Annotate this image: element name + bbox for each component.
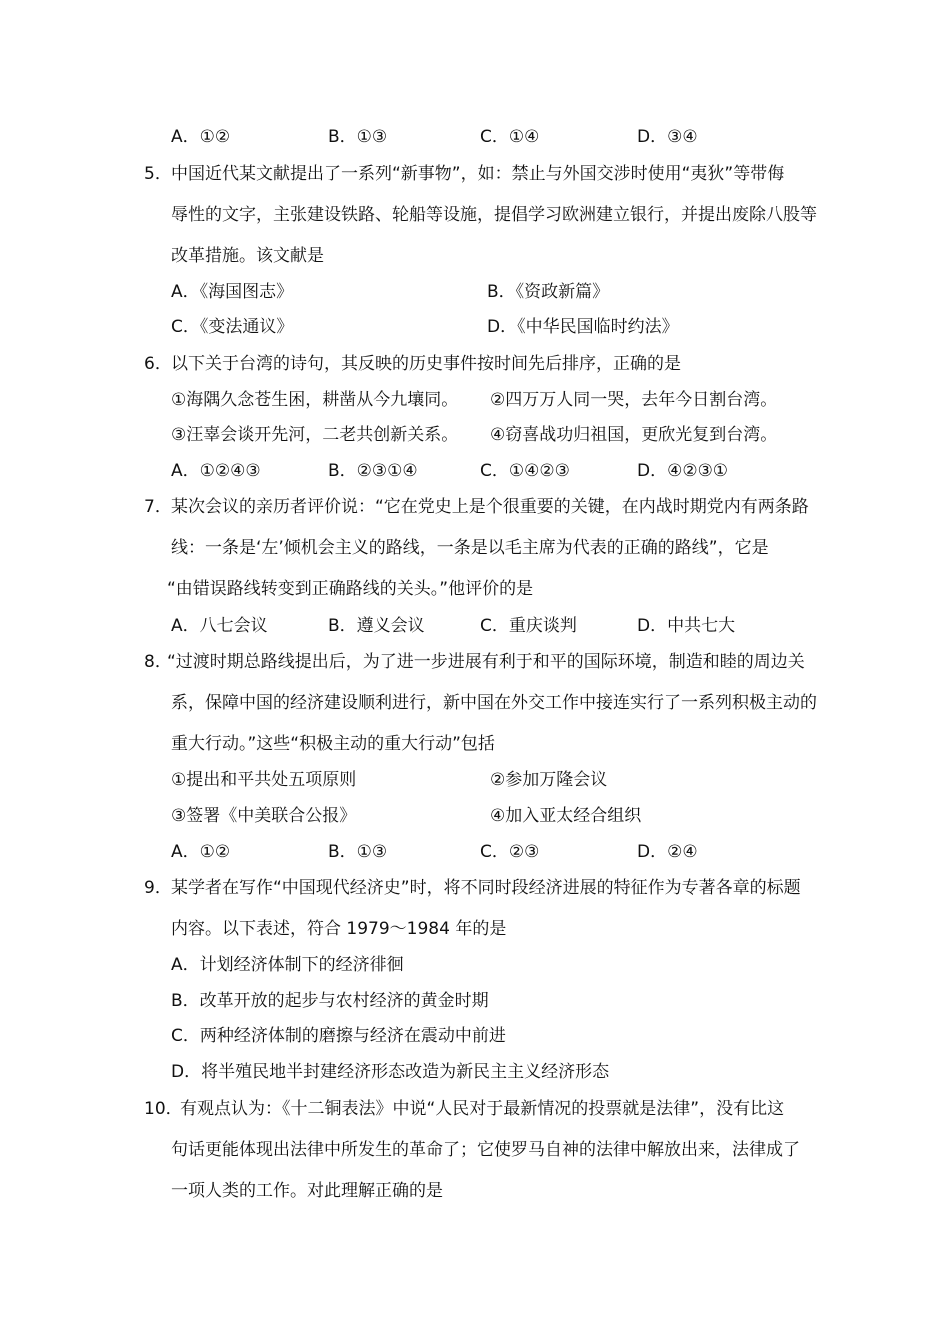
option-c: C．《变法通议》 [171,317,294,337]
question-number: 5． [144,164,172,184]
statement-item: ①提出和平共处五项原则 [171,770,357,790]
statement-item: ④加入亚太经合组织 [490,806,642,826]
option-a: A．计划经济体制下的经济徘徊 [171,955,404,975]
statement-item: ④窃喜战功归祖国，更欣光复到台湾。 [490,425,778,445]
option-b: B．②③①④ [328,461,418,481]
question-stem-line: 某学者在写作“中国现代经济史”时，将不同时段经济进展的特征作为专著各章的标题 [171,878,801,898]
option-d: D．④②③① [637,461,729,481]
option-a: A．八七会议 [171,616,268,636]
option-c: C．①④ [480,127,540,147]
option-c: C．②③ [480,842,540,862]
question-stem-line: 以下关于台湾的诗句，其反映的历史事件按时间先后排序，正确的是 [171,354,681,374]
option-c: C．重庆谈判 [480,616,577,636]
question-stem-line: 某次会议的亲历者评价说：“它在党史上是个很重要的关键，在内战时期党内有两条路 [171,497,809,517]
option-b: B．①③ [328,842,388,862]
question-stem-line: 改革措施。该文献是 [171,246,324,266]
option-d: D．《中华民国临时约法》 [487,317,679,337]
option-d: D．③④ [637,127,698,147]
option-a: A．①②④③ [171,461,261,481]
question-stem-line: 有观点认为：《十二铜表法》中说“人民对于最新情况的投票就是法律”，没有比这 [180,1099,785,1119]
option-c: C．①④②③ [480,461,570,481]
option-d: D．将半殖民地半封建经济形态改造为新民主主义经济形态 [171,1062,610,1082]
question-stem-line: 中国近代某文献提出了一系列“新事物”，如：禁止与外国交涉时使用“夷狄”等带侮 [171,164,785,184]
question-stem-line: 线：一条是‘左’倾机会主义的路线，一条是以毛主席为代表的正确的路线”，它是 [171,538,769,558]
question-stem-line: 系，保障中国的经济建设顺利进行，新中国在外交工作中接连实行了一系列积极主动的 [171,693,817,713]
statement-item: ③签署《中美联合公报》 [171,806,357,826]
statement-item: ②参加万隆会议 [490,770,608,790]
statement-item: ②四万万人同一哭，去年今日割台湾。 [490,390,778,410]
question-stem-line: “过渡时期总路线提出后，为了进一步进展有利于和平的国际环境，制造和睦的周边关 [167,652,805,672]
question-stem-line: “由错误路线转变到正确路线的关头。”他评价的是 [167,579,534,599]
option-b: B．《资政新篇》 [487,282,610,302]
question-number: 9． [144,878,172,898]
option-d: D．②④ [637,842,698,862]
option-d: D．中共七大 [637,616,736,636]
question-number: 8． [144,652,172,672]
option-a: A．《海国图志》 [171,282,294,302]
question-stem-line: 内容。以下表述，符合 1979～1984 年的是 [171,919,507,939]
option-c: C．两种经济体制的磨擦与经济在震动中前进 [171,1026,506,1046]
option-b: B．①③ [328,127,388,147]
statement-item: ③汪辜会谈开先河，二老共创新关系。 [171,425,459,445]
option-b: B．遵义会议 [328,616,425,636]
question-number: 6． [144,354,172,374]
statement-item: ①海隅久念苍生困，耕凿从今九壤同。 [171,390,459,410]
option-a: A．①② [171,127,231,147]
question-stem-line: 辱性的文字，主张建设铁路、轮船等设施，提倡学习欧洲建立银行，并提出废除八股等 [171,205,817,225]
question-number: 7． [144,497,172,517]
option-b: B．改革开放的起步与农村经济的黄金时期 [171,991,489,1011]
question-stem-line: 重大行动。”这些“积极主动的重大行动”包括 [171,734,495,754]
question-stem-line: 句话更能体现出法律中所发生的革命了；它使罗马自神的法律中解放出来，法律成了 [171,1140,800,1160]
question-number: 10． [144,1099,183,1119]
question-stem-line: 一项人类的工作。对此理解正确的是 [171,1181,443,1201]
option-a: A．①② [171,842,231,862]
